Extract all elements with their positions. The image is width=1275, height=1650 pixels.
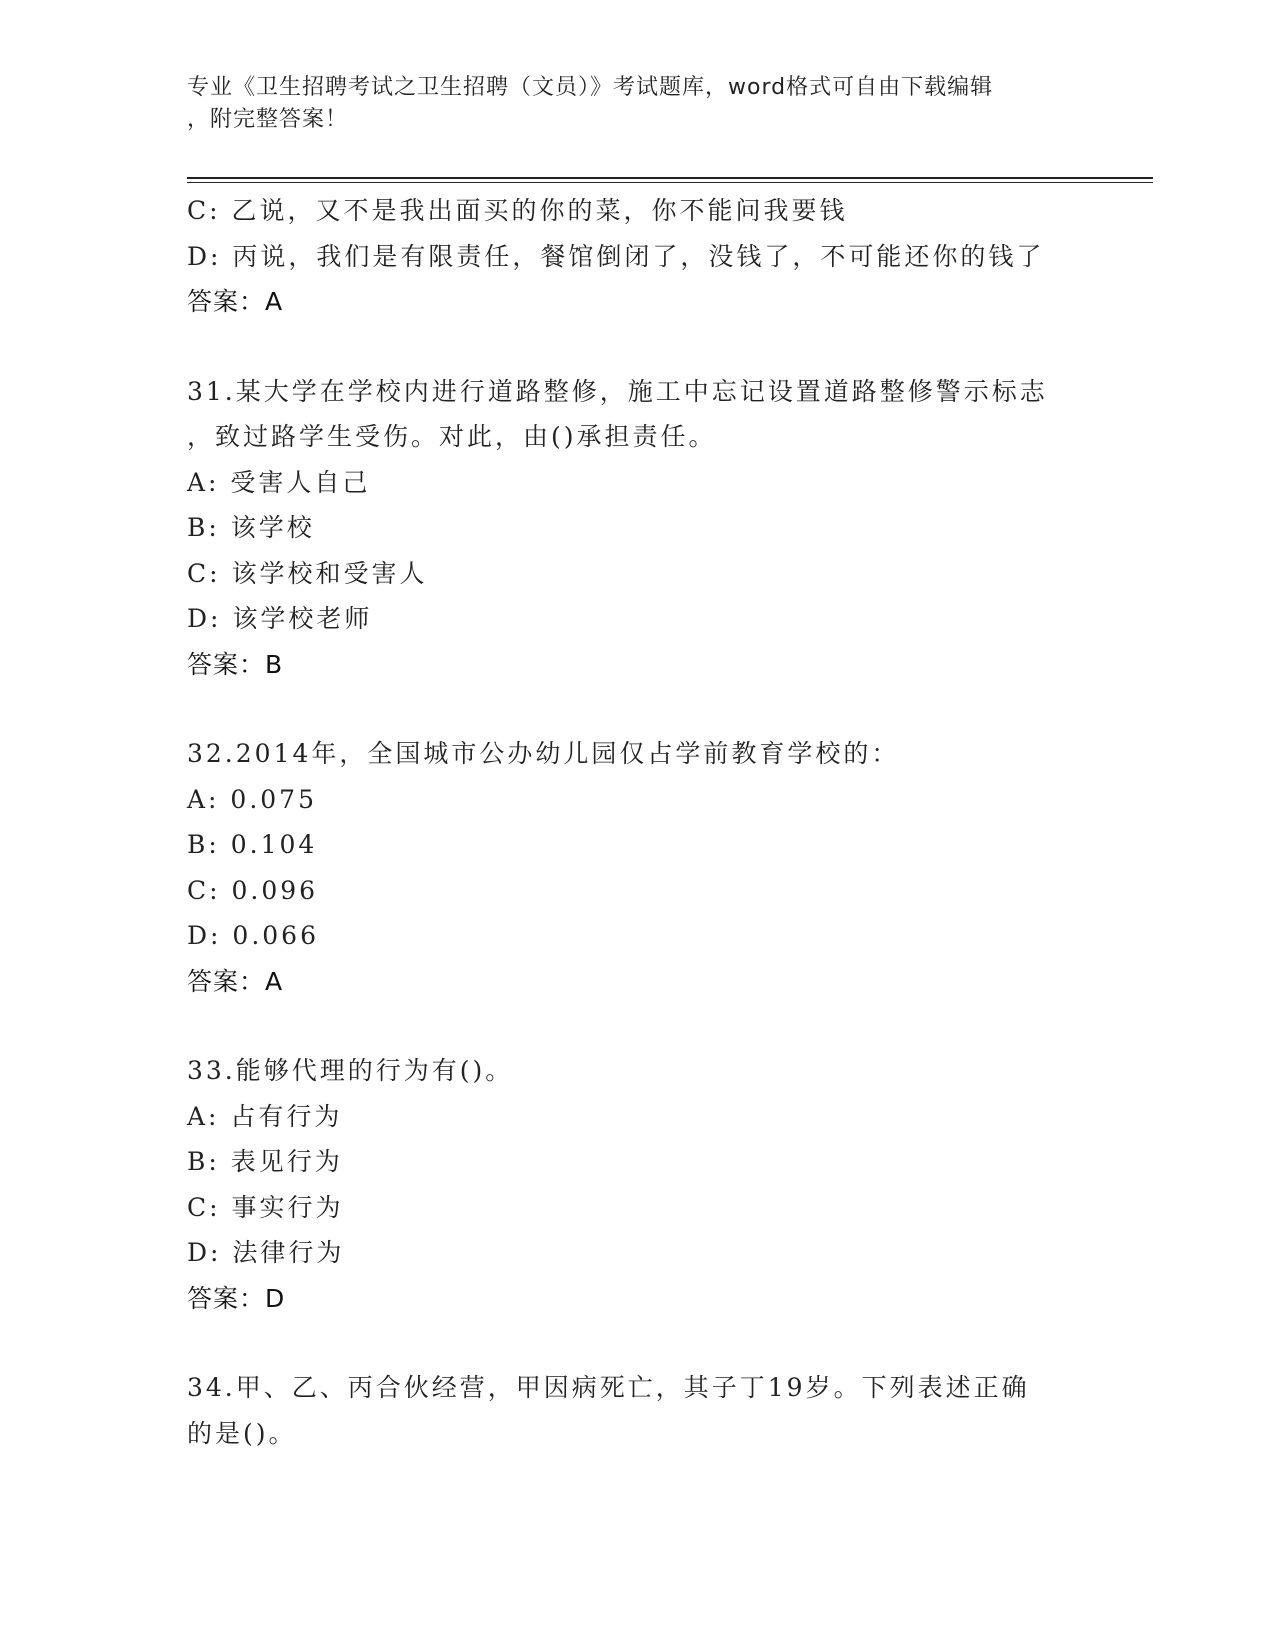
answer-line: 答案：A — [187, 287, 284, 316]
question-stem: 31.某大学在学校内进行道路整修，施工中忘记设置道路整修警示标志 — [187, 376, 1048, 406]
option-c: C: 事实行为 — [187, 1192, 344, 1222]
question-stem: 的是()。 — [187, 1418, 297, 1448]
question-33 — [187, 1048, 1087, 1321]
question-32 — [187, 731, 1087, 1004]
answer-line: 答案：A — [187, 966, 284, 996]
option-c: C: 乙说，又不是我出面买的你的菜，你不能问我要钱 — [187, 196, 848, 225]
question-stem: 32.2014年，全国城市公办幼儿园仅占学前教育学校的： — [187, 739, 900, 768]
header-line-2: ，附完整答案！ — [187, 107, 349, 132]
option-a: A: 0.075 — [187, 784, 317, 814]
question-34 — [187, 1365, 1087, 1456]
option-d: D: 0.066 — [187, 921, 319, 950]
question-stem: 34.甲、乙、丙合伙经营，甲因病死亡，其子丁19岁。下列表述正确 — [187, 1373, 1030, 1402]
option-c: C: 该学校和受害人 — [187, 558, 428, 588]
option-c: C: 0.096 — [187, 875, 319, 905]
previous-question-tail — [187, 188, 1087, 325]
answer-line: 答案：D — [187, 1283, 286, 1313]
page-header — [187, 72, 1067, 136]
question-stem: 33.能够代理的行为有()。 — [187, 1056, 514, 1085]
header-line-1: 专业《卫生招聘考试之卫生招聘（文员）》考试题库，word格式可自由下载编辑 — [187, 75, 994, 100]
question-stem: ，致过路学生受伤。对此，由()承担责任。 — [187, 422, 717, 451]
option-a: A: 占有行为 — [187, 1101, 343, 1131]
option-a: A: 受害人自己 — [187, 467, 371, 497]
header-divider-thick — [187, 177, 1153, 179]
option-d: D: 法律行为 — [187, 1238, 345, 1267]
option-d: D: 丙说，我们是有限责任，餐馆倒闭了，没钱了，不可能还你的钱了 — [187, 241, 1045, 271]
option-d: D: 该学校老师 — [187, 604, 373, 633]
option-b: B: 表见行为 — [187, 1147, 343, 1176]
header-divider-thin — [187, 182, 1153, 183]
answer-line: 答案：B — [187, 649, 284, 679]
option-b: B: 0.104 — [187, 830, 318, 859]
question-content — [187, 188, 1087, 1456]
question-31 — [187, 369, 1087, 688]
option-b: B: 该学校 — [187, 513, 315, 542]
